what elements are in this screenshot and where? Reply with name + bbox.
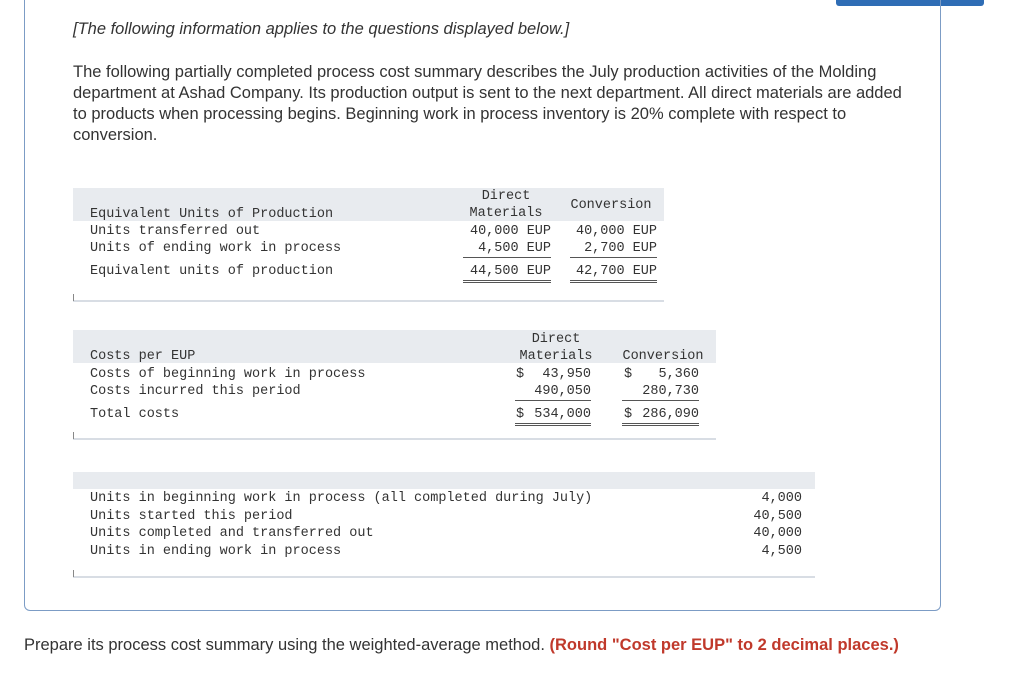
eup-row-conv: 2,700 EUP: [570, 240, 657, 258]
units-row-value: 40,500: [753, 509, 802, 524]
units-row-label: Units completed and transferred out: [90, 526, 374, 541]
units-row-value: 40,000: [753, 526, 802, 541]
intro-note: [The following information applies to the questions displayed below.]: [73, 20, 570, 38]
cost-row-dm-symbol: $: [516, 407, 525, 422]
cost-row-dm: 43,950: [542, 367, 591, 382]
eup-row-dm: 44,500 EUP: [463, 263, 551, 283]
cost-row-label: Total costs: [90, 407, 180, 422]
units-row-label: Units in ending work in process: [90, 544, 342, 559]
cost-row-dm: 490,050: [515, 383, 591, 401]
eup-col-direct-materials: Direct Materials: [469, 189, 543, 221]
eup-title: Equivalent Units of Production: [90, 207, 334, 222]
eup-row-dm: 40,000 EUP: [469, 224, 551, 239]
cost-row-conv-symbol: $: [624, 367, 633, 382]
cost-col-conversion: Conversion: [622, 349, 704, 364]
cost-row-dm: 534,000: [515, 406, 591, 426]
cost-row-conv: 280,730: [622, 383, 699, 401]
cost-row-label: Costs of beginning work in process: [90, 367, 366, 382]
prompt-text: Prepare its process cost summary using the weighted-average method.: [24, 636, 545, 654]
eup-row-label: Units transferred out: [90, 224, 261, 239]
cost-row-conv: 286,090: [622, 406, 699, 426]
units-table-header: [73, 472, 815, 489]
question-prompt: [24, 636, 899, 655]
eup-col-conversion: Conversion: [570, 198, 652, 213]
cost-col-direct-materials: Direct Materials: [519, 332, 593, 364]
units-row-label: Units in beginning work in process (all completed during July): [90, 491, 593, 506]
units-row-value: 4,500: [761, 544, 802, 559]
cost-row-conv: 5,360: [658, 367, 699, 382]
cost-row-conv-symbol: $: [624, 407, 633, 422]
intro-text: The following partially completed process cost summary describes the July production activities of the Molding department at Ashad Company. Its production output is sent to the next department. All direct materials are added to products when processing begins. Beginning work in process inventory is 20% complete with respect to conversion.: [73, 63, 902, 144]
eup-row-label: Units of ending work in process: [90, 241, 342, 256]
eup-row-conv: 42,700 EUP: [570, 263, 657, 283]
cost-row-label: Costs incurred this period: [90, 384, 301, 399]
eup-row-dm: 4,500 EUP: [463, 240, 551, 258]
eup-row-label: Equivalent units of production: [90, 264, 334, 279]
prompt-emphasis: (Round "Cost per EUP" to 2 decimal places.): [549, 636, 899, 654]
units-row-label: Units started this period: [90, 509, 293, 524]
cost-title: Costs per EUP: [90, 349, 196, 364]
units-row-value: 4,000: [761, 491, 802, 506]
eup-row-conv: 40,000 EUP: [575, 224, 657, 239]
cost-row-dm-symbol: $: [516, 367, 525, 382]
